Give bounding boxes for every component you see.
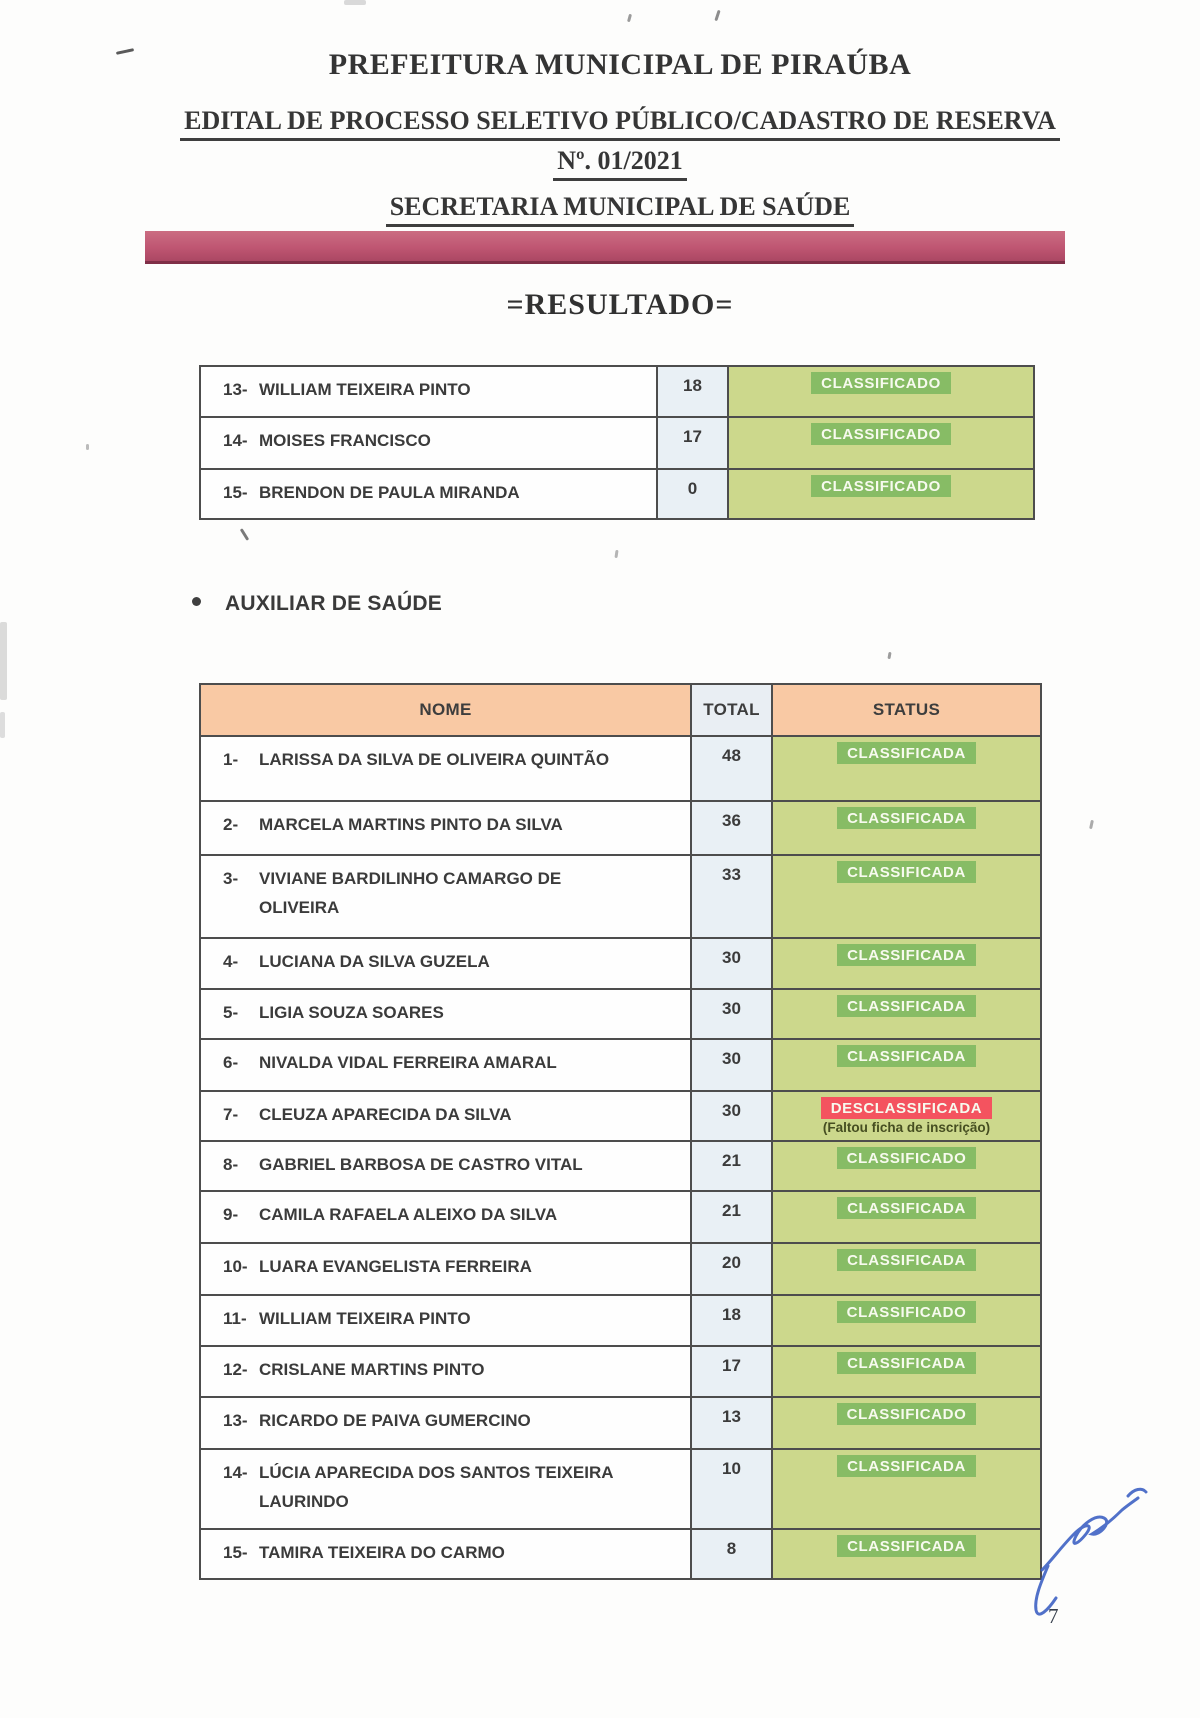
- row-number: 13-: [223, 1411, 248, 1430]
- total-score-cell: 17: [691, 1346, 772, 1397]
- candidate-name: LUARA EVANGELISTA FERREIRA: [259, 1257, 532, 1276]
- status-cell: [772, 1397, 1041, 1449]
- name-cell: [200, 366, 657, 417]
- total-score-cell: 30: [691, 1039, 772, 1091]
- status-badge: CLASSIFICADA: [837, 1197, 976, 1219]
- status-badge: CLASSIFICADA: [837, 944, 976, 966]
- name-cell: [200, 801, 691, 855]
- row-number: 14-: [223, 431, 248, 450]
- edital-title-line2: Nº. 01/2021: [40, 146, 1200, 181]
- name-cell: [200, 1039, 691, 1091]
- total-score-cell: 13: [691, 1397, 772, 1449]
- status-cell: [772, 1529, 1041, 1579]
- candidate-name: NIVALDA VIDAL FERREIRA AMARAL: [259, 1053, 557, 1072]
- table-row: [200, 736, 1041, 801]
- page-number: 7: [1048, 1604, 1059, 1628]
- status-cell: [772, 1091, 1041, 1141]
- scan-mark: [0, 712, 5, 738]
- total-score-cell: 21: [691, 1191, 772, 1243]
- status-badge: DESCLASSIFICADA: [821, 1097, 993, 1119]
- total-score-cell: 33: [691, 855, 772, 938]
- candidate-name: LÚCIA APARECIDA DOS SANTOS TEIXEIRA LAURINDO: [259, 1463, 613, 1511]
- total-score-cell: 20: [691, 1243, 772, 1295]
- candidate-name: MOISES FRANCISCO: [259, 431, 431, 450]
- status-badge: CLASSIFICADA: [837, 1455, 976, 1477]
- row-number: 1-: [223, 750, 239, 769]
- name-cell: [200, 417, 657, 469]
- name-cell: [200, 1529, 691, 1579]
- name-cell: [200, 1295, 691, 1346]
- table-row: [200, 1191, 1041, 1243]
- table-row: [200, 1141, 1041, 1191]
- status-badge: CLASSIFICADA: [837, 742, 976, 764]
- candidate-name: WILLIAM TEIXEIRA PINTO: [259, 380, 471, 399]
- status-badge: CLASSIFICADA: [837, 995, 976, 1017]
- table-row: [200, 1529, 1041, 1579]
- table-row: [200, 1397, 1041, 1449]
- row-number: 4-: [223, 952, 239, 971]
- status-cell: [772, 855, 1041, 938]
- scan-mark: [0, 622, 7, 700]
- result-heading: =RESULTADO=: [506, 288, 734, 321]
- total-score-cell: 0: [657, 469, 728, 519]
- row-number: 3-: [223, 869, 239, 888]
- row-number: 14-: [223, 1463, 248, 1482]
- handwritten-signature: [1012, 1474, 1172, 1634]
- row-number: 13-: [223, 380, 248, 399]
- status-cell: [772, 1039, 1041, 1091]
- red-divider-bar: [145, 231, 1065, 264]
- status-badge: CLASSIFICADO: [837, 1403, 977, 1425]
- candidate-name: LIGIA SOUZA SOARES: [259, 1003, 444, 1022]
- scan-mark: [344, 0, 366, 5]
- total-score-cell: 17: [657, 417, 728, 469]
- status-cell: [772, 801, 1041, 855]
- name-cell: [200, 1449, 691, 1529]
- section-title: AUXILIAR DE SAÚDE: [225, 592, 442, 615]
- candidate-name: CRISLANE MARTINS PINTO: [259, 1360, 485, 1379]
- candidate-name: RICARDO DE PAIVA GUMERCINO: [259, 1411, 531, 1430]
- total-score-cell: 18: [657, 366, 728, 417]
- candidate-name: GABRIEL BARBOSA DE CASTRO VITAL: [259, 1155, 583, 1174]
- scan-mark: [86, 444, 89, 450]
- auxiliar-de-saude-table: [199, 683, 1042, 1580]
- candidate-name: CAMILA RAFAELA ALEIXO DA SILVA: [259, 1205, 558, 1224]
- status-badge: CLASSIFICADO: [811, 423, 951, 445]
- page-title: PREFEITURA MUNICIPAL DE PIRAÚBA: [328, 48, 912, 81]
- status-note: (Faltou ficha de inscrição): [822, 1120, 991, 1135]
- name-cell: [200, 855, 691, 938]
- candidate-name: WILLIAM TEIXEIRA PINTO: [259, 1309, 471, 1328]
- status-cell: [728, 469, 1034, 519]
- table-row: [200, 938, 1041, 989]
- total-score-cell: 8: [691, 1529, 772, 1579]
- status-badge: CLASSIFICADA: [837, 1535, 976, 1557]
- total-score-cell: 36: [691, 801, 772, 855]
- name-cell: [200, 1397, 691, 1449]
- row-number: 7-: [223, 1105, 239, 1124]
- bullet-icon: [192, 597, 201, 606]
- row-number: 15-: [223, 483, 248, 502]
- row-number: 11-: [223, 1309, 247, 1328]
- total-score-cell: 10: [691, 1449, 772, 1529]
- department-title: SECRETARIA MUNICIPAL DE SAÚDE: [40, 192, 1200, 227]
- candidate-name: VIVIANE BARDILINHO CAMARGO DE OLIVEIRA: [259, 869, 562, 917]
- table-row: [200, 801, 1041, 855]
- status-badge: CLASSIFICADO: [811, 372, 951, 394]
- status-badge: CLASSIFICADA: [837, 807, 976, 829]
- candidate-name: MARCELA MARTINS PINTO DA SILVA: [259, 815, 563, 834]
- name-cell: [200, 1191, 691, 1243]
- status-cell: [772, 1141, 1041, 1191]
- total-score-cell: 30: [691, 938, 772, 989]
- column-header-status: STATUS: [772, 684, 1041, 736]
- row-number: 8-: [223, 1155, 239, 1174]
- status-badge: CLASSIFICADA: [837, 1045, 976, 1067]
- candidate-name: TAMIRA TEIXEIRA DO CARMO: [259, 1543, 505, 1562]
- name-cell: [200, 469, 657, 519]
- result-table-top: [199, 365, 1035, 520]
- row-number: 2-: [223, 815, 239, 834]
- status-badge: CLASSIFICADA: [837, 1249, 976, 1271]
- status-cell: [772, 1295, 1041, 1346]
- total-score-cell: 21: [691, 1141, 772, 1191]
- scan-mark: [614, 550, 618, 558]
- name-cell: [200, 1346, 691, 1397]
- status-cell: [772, 736, 1041, 801]
- table-row: [200, 1449, 1041, 1529]
- column-header-nome: NOME: [200, 684, 691, 736]
- name-cell: [200, 938, 691, 989]
- status-cell: [772, 1449, 1041, 1529]
- status-cell: [728, 417, 1034, 469]
- status-cell: [772, 938, 1041, 989]
- table-row: [200, 1039, 1041, 1091]
- name-cell: [200, 1141, 691, 1191]
- candidate-name: CLEUZA APARECIDA DA SILVA: [259, 1105, 512, 1124]
- row-number: 10-: [223, 1257, 248, 1276]
- candidate-name: BRENDON DE PAULA MIRANDA: [259, 483, 520, 502]
- status-cell: [772, 1243, 1041, 1295]
- column-header-total: TOTAL: [691, 684, 772, 736]
- table-row: [200, 469, 1034, 519]
- status-badge: CLASSIFICADO: [837, 1147, 977, 1169]
- total-score-cell: 18: [691, 1295, 772, 1346]
- row-number: 15-: [223, 1543, 248, 1562]
- table-row: [200, 1295, 1041, 1346]
- status-cell: [772, 1191, 1041, 1243]
- status-cell: [772, 1346, 1041, 1397]
- table-row: [200, 1091, 1041, 1141]
- row-number: 6-: [223, 1053, 239, 1072]
- row-number: 9-: [223, 1205, 239, 1224]
- table-row: [200, 366, 1034, 417]
- total-score-cell: 30: [691, 1091, 772, 1141]
- scan-mark: [1089, 820, 1094, 829]
- section-heading: [192, 592, 442, 616]
- edital-title-line1: EDITAL DE PROCESSO SELETIVO PÚBLICO/CADASTRO DE RESERVA: [40, 106, 1200, 141]
- table-row: [200, 417, 1034, 469]
- scan-mark: [714, 10, 720, 21]
- status-badge: CLASSIFICADO: [837, 1301, 977, 1323]
- status-cell: [728, 366, 1034, 417]
- name-cell: [200, 1091, 691, 1141]
- name-cell: [200, 1243, 691, 1295]
- candidate-name: LARISSA DA SILVA DE OLIVEIRA QUINTÃO: [259, 750, 610, 769]
- table-row: [200, 989, 1041, 1039]
- status-badge: CLASSIFICADO: [811, 475, 951, 497]
- total-score-cell: 48: [691, 736, 772, 801]
- status-cell: [772, 989, 1041, 1039]
- candidate-name: LUCIANA DA SILVA GUZELA: [259, 952, 490, 971]
- table-row: [200, 855, 1041, 938]
- status-badge: CLASSIFICADA: [837, 1352, 976, 1374]
- total-score-cell: 30: [691, 989, 772, 1039]
- scan-mark: [627, 14, 632, 23]
- status-badge: CLASSIFICADA: [837, 861, 976, 883]
- scan-mark: [240, 528, 249, 541]
- scan-mark: [887, 652, 891, 659]
- table-row: [200, 1243, 1041, 1295]
- row-number: 5-: [223, 1003, 239, 1022]
- row-number: 12-: [223, 1360, 248, 1379]
- name-cell: [200, 736, 691, 801]
- table-row: [200, 1346, 1041, 1397]
- table-header-row: [200, 684, 1041, 736]
- name-cell: [200, 989, 691, 1039]
